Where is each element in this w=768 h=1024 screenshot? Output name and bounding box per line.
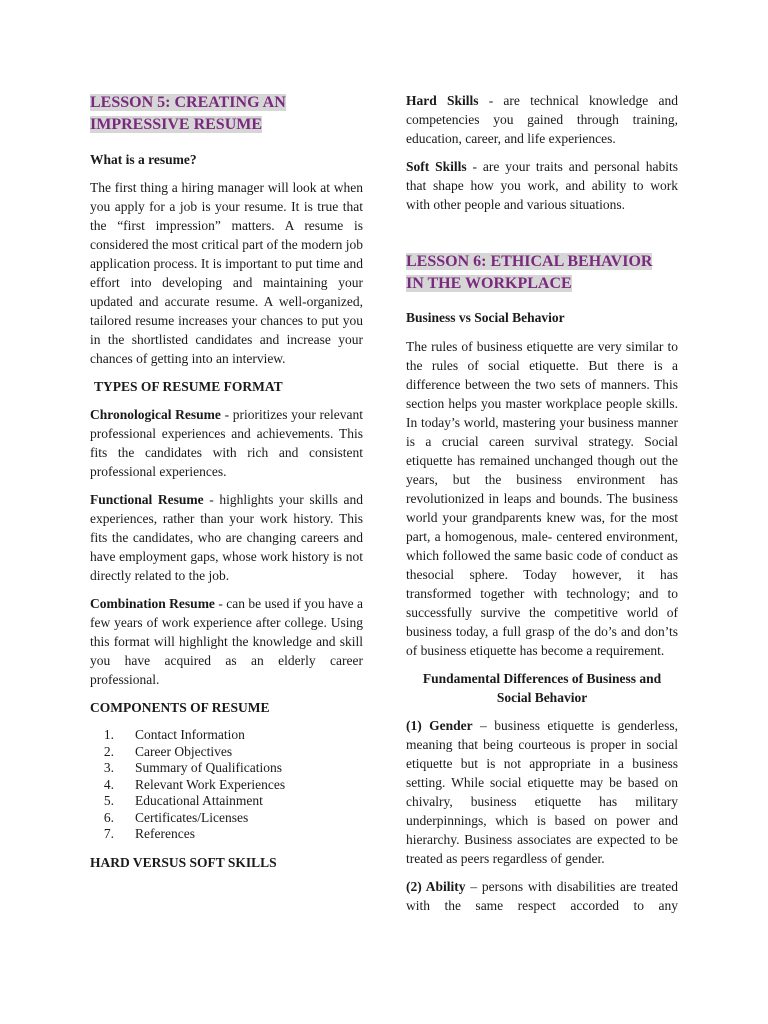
lesson5-title xyxy=(90,92,363,136)
what-is-resume-heading: What is a resume? xyxy=(90,152,197,167)
fundamental-heading-line2: Social Behavior xyxy=(496,690,588,705)
list-item-label: Contact Information xyxy=(135,727,245,742)
lesson5-title-line2: IMPRESSIVE RESUME xyxy=(90,116,263,133)
functional-term: Functional Resume xyxy=(90,492,204,507)
list-item-number: 1. xyxy=(103,727,114,742)
left-column xyxy=(90,0,363,872)
list-item-number: 2. xyxy=(103,743,114,759)
list-item xyxy=(90,727,363,744)
list-item-number: 4. xyxy=(103,776,114,792)
hard-skills-term: Hard Skills xyxy=(406,93,479,108)
chronological-paragraph xyxy=(90,405,363,481)
list-item-number: 7. xyxy=(103,826,114,841)
components-heading: COMPONENTS OF RESUME xyxy=(90,700,270,715)
ability-text: – persons with disabilities are treated with the same respect accorded to any xyxy=(406,879,678,913)
types-heading: TYPES OF RESUME FORMAT xyxy=(94,379,283,394)
fundamental-heading-line1: Fundamental Differences of Business and xyxy=(422,671,662,686)
lesson6-title-line1: LESSON 6: ETHICAL BEHAVIOR xyxy=(406,253,653,270)
hard-skills-text: - are technical knowledge and competencies you gained through training, education, career, and life experiences. xyxy=(406,93,679,146)
ability-term: (2) Ability xyxy=(406,879,466,894)
list-item xyxy=(90,777,363,794)
list-item xyxy=(90,760,363,777)
list-item-label: Career Objectives xyxy=(135,743,233,759)
components-list xyxy=(90,727,363,843)
lesson5-title-line1: LESSON 5: CREATING AN xyxy=(90,94,286,111)
list-item-number: 6. xyxy=(103,809,114,825)
soft-skills-paragraph xyxy=(406,157,678,214)
list-item xyxy=(90,810,363,827)
gender-text: – business etiquette is genderless, meaning that being courteous is proper in social etiquette but is not appropriate in a business setting. While social etiquette may be based on chivalry, business etiquette has military underpinnings, which is based on power and hierarchy. Business associates are expected to be treated as peers regardless of gender. xyxy=(406,718,679,866)
lesson6-title xyxy=(406,251,678,295)
lesson6-title-line2: IN THE WORKPLACE xyxy=(406,275,572,292)
combination-paragraph xyxy=(90,594,363,689)
list-item-number: 5. xyxy=(103,793,114,808)
business-etiquette-paragraph: The rules of business etiquette are very similar to the rules of social etiquette. But there is a difference between the two sets of manners. This section helps you master workplace people skills. In today’s world, mastering your business manner is a crucial careen survival strategy. Social etiquette has remained unchanged though out the years, but the business environment has revolutionized in leaps and bounds. The business world your grandparents knew was, for the most part, a homogenous, male- centered environment, which followed the same basic code of conduct as thesocial sphere. Today however, it has transformed together with technology; and to successfully survive the competitive world of business today, a full grasp of the do’s and don’ts of business etiquette has become a requirement. xyxy=(406,339,678,658)
list-item-label: Relevant Work Experiences xyxy=(135,776,286,792)
combination-text: - can be used if you have a few years of work experience after college. Using this format will highlight the knowledge and skill you have acquired as an elderly career professional. xyxy=(90,596,363,687)
right-column xyxy=(406,0,678,915)
list-item-label: Summary of Qualifications xyxy=(135,760,282,775)
list-item-label: Educational Attainment xyxy=(135,793,263,808)
gender-term: (1) Gender xyxy=(406,718,473,733)
hard-soft-heading: HARD VERSUS SOFT SKILLS xyxy=(90,854,277,870)
functional-paragraph xyxy=(90,490,363,585)
ability-paragraph xyxy=(406,877,678,915)
list-item xyxy=(90,744,363,761)
soft-skills-text: - are your traits and personal habits that shape how you work, and ability to work with other people and various situations. xyxy=(406,159,678,212)
chronological-text: - prioritizes your relevant professional experiences and achievements. This fits the candidates with rich and consistent professional experiences. xyxy=(90,407,364,479)
combination-term: Combination Resume xyxy=(90,596,215,611)
business-vs-social-heading: Business vs Social Behavior xyxy=(406,310,565,325)
gender-paragraph xyxy=(406,716,678,868)
list-item-label: Certificates/Licenses xyxy=(135,809,249,825)
functional-text: - highlights your skills and experiences, rather than your work history. This fits the candidates, who are changing careers and have employment gaps, whose work history is not directly related to the job. xyxy=(90,492,363,583)
hard-skills-paragraph xyxy=(406,91,678,148)
list-item-label: References xyxy=(135,826,195,841)
soft-skills-term: Soft Skills xyxy=(406,159,467,174)
list-item xyxy=(90,793,363,810)
list-item-number: 3. xyxy=(103,760,114,775)
list-item xyxy=(90,826,363,843)
fundamental-differences-heading xyxy=(406,669,678,707)
resume-intro-paragraph: The first thing a hiring manager will look at when you apply for a job is your resume. It is true that the “first impression” matters. A resume is considered the most critical part of the modern job application process. It is important to put time and effort into developing and maintaining your updated and accurate resume. A well-organized, tailored resume increases your chances to put you in the shortlisted candidates and increase your chances of getting into an interview. xyxy=(90,180,363,366)
chronological-term: Chronological Resume xyxy=(90,407,221,422)
